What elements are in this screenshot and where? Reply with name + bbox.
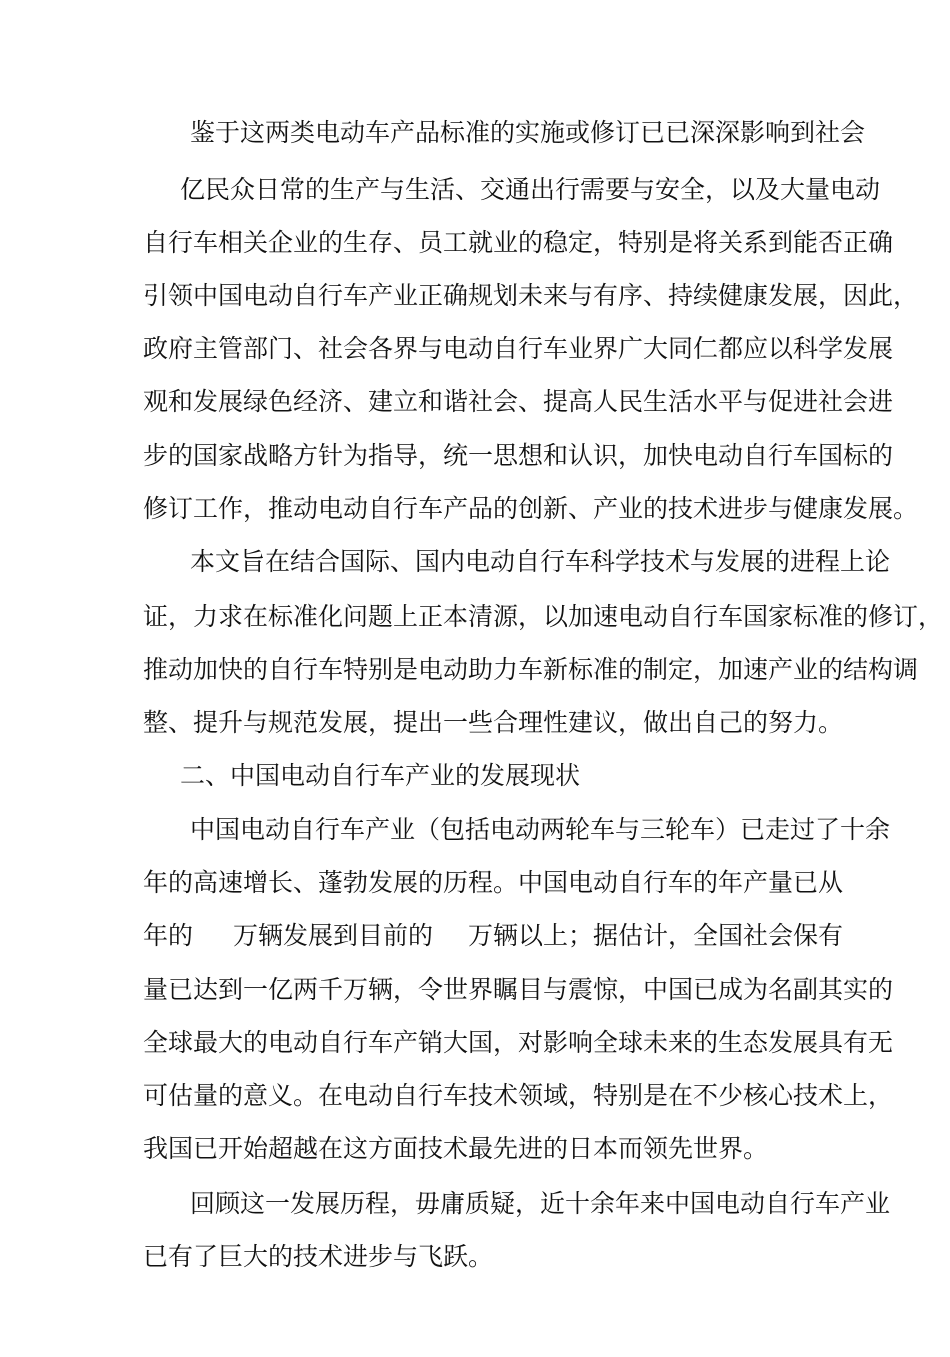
paragraph-1-line-5 xyxy=(0,329,950,369)
text-line: 亿民众日常的生产与生活、交通出行需要与安全，以及大量电动 xyxy=(180,175,881,204)
paragraph-1-line-6 xyxy=(0,382,950,422)
text-line: 可估量的意义。在电动自行车技术领域，特别是在不少核心技术上， xyxy=(143,1081,894,1110)
paragraph-3-line-4 xyxy=(0,970,950,1010)
text-line: 我国已开始超越在这方面技术最先进的日本而领先世界。 xyxy=(143,1134,769,1163)
text-line: 鉴于这两类电动车产品标准的实施或修订已已深深影响到社会 xyxy=(190,118,866,147)
paragraph-1-line-3 xyxy=(0,223,950,263)
text-line: 回顾这一发展历程，毋庸质疑，近十余年来中国电动自行车产业 xyxy=(190,1189,891,1218)
text-line: 全球最大的电动自行车产销大国，对影响全球未来的生态发展具有无 xyxy=(143,1028,894,1057)
text-line: 本文旨在结合国际、国内电动自行车科学技术与发展的进程上论 xyxy=(190,547,891,576)
text-line: 引领中国电动自行车产业正确规划未来与有序、持续健康发展，因此， xyxy=(143,281,919,310)
paragraph-3-line-2 xyxy=(0,863,950,903)
text-line: 整、提升与规范发展，提出一些合理性建议，做出自己的努力。 xyxy=(143,708,844,737)
paragraph-3-line-7 xyxy=(0,1129,950,1169)
paragraph-3-line-5 xyxy=(0,1023,950,1063)
paragraph-1-line-4 xyxy=(0,276,950,316)
text-segment: 万辆以上；据估计，全国社会保有 xyxy=(468,921,844,950)
paragraph-4-line-1 xyxy=(0,1184,950,1224)
paragraph-1-line-8 xyxy=(0,489,950,529)
text-line: 步的国家战略方针为指导，统一思想和认识，加快电动自行车国标的 xyxy=(143,441,894,470)
text-line: 自行车相关企业的生存、员工就业的稳定，特别是将关系到能否正确 xyxy=(143,228,894,257)
text-line: 观和发展绿色经济、建立和谐社会、提高人民生活水平与促进社会进 xyxy=(143,387,894,416)
paragraph-2-line-2 xyxy=(0,597,950,637)
paragraph-1-line-2 xyxy=(0,170,950,210)
text-line: 中国电动自行车产业（包括电动两轮车与三轮车）已走过了十余 xyxy=(190,815,891,844)
text-line: 修订工作，推动电动自行车产品的创新、产业的技术进步与健康发展。 xyxy=(143,494,919,523)
text-line: 量已达到一亿两千万辆，令世界瞩目与震惊，中国已成为名副其实的 xyxy=(143,975,894,1004)
text-segment: 年的 xyxy=(143,921,194,950)
paragraph-3-gap-line xyxy=(0,916,950,956)
paragraph-4-line-2 xyxy=(0,1237,950,1277)
text-line: 政府主管部门、社会各界与电动自行车业界广大同仁都应以科学发展 xyxy=(143,334,894,363)
paragraph-2-line-4 xyxy=(0,703,950,743)
text-line: 推动加快的自行车特别是电动助力车新标准的制定，加速产业的结构调 xyxy=(143,655,919,684)
section-heading xyxy=(0,756,950,796)
text-line: 年的高速增长、蓬勃发展的历程。中国电动自行车的年产量已从 xyxy=(143,868,844,897)
paragraph-1-line-7 xyxy=(0,436,950,476)
text-line: 已有了巨大的技术进步与飞跃。 xyxy=(143,1242,494,1271)
paragraph-3-line-6 xyxy=(0,1076,950,1116)
text-line: 证，力求在标准化问题上正本清源，以加速电动自行车国家标准的修订， xyxy=(143,602,944,631)
section-heading-text: 二、中国电动自行车产业的发展现状 xyxy=(180,761,581,790)
paragraph-3-line-1 xyxy=(0,810,950,850)
paragraph-1-line-1 xyxy=(0,113,950,153)
text-segment: 万辆发展到目前的 xyxy=(233,921,434,950)
paragraph-2-line-3 xyxy=(0,650,950,690)
paragraph-2-line-1 xyxy=(0,542,950,582)
